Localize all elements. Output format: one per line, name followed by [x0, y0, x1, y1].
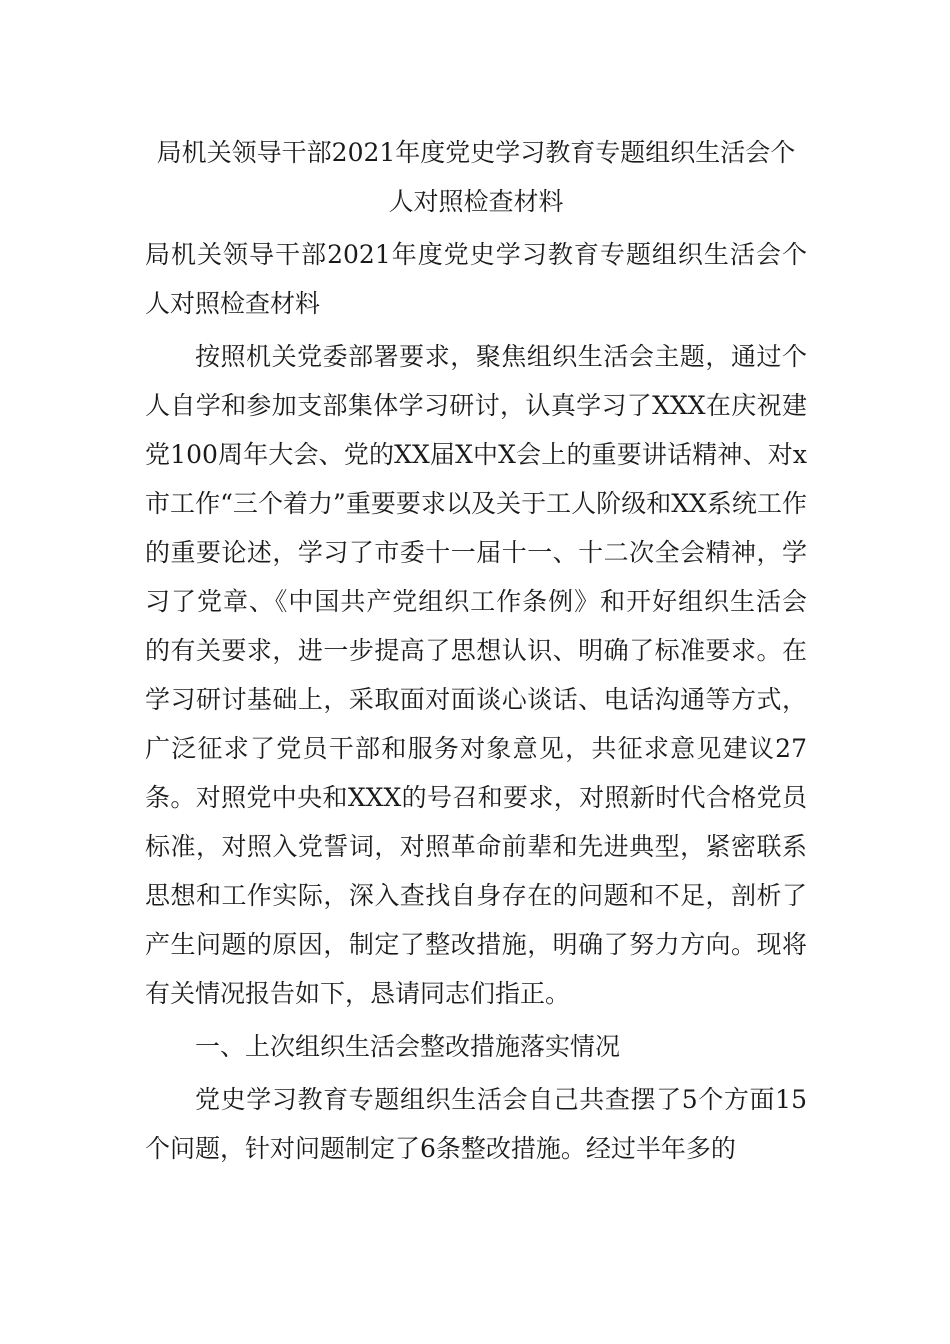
section-heading-1: 一、上次组织生活会整改措施落实情况 — [195, 1032, 621, 1061]
section-1-paragraph: 党史学习教育专题组织生活会自己共查摆了5个方面15个问题，针对问题制定了6条整改措施。经过半年多的 — [145, 1085, 807, 1163]
intro-paragraph: 按照机关党委部署要求，聚焦组织生活会主题，通过个人自学和参加支部集体学习研讨，认真学习了XXX在庆祝建党100周年大会、党的XX届X中X会上的重要讲话精神、对x市工作“三个着力”重要要求以及关于工人阶级和XX系统工作的重要论述，学习了市委十一届十一、十二次全会精神，学习了党章、《中国共产党组织工作条例》和开好组织生活会的有关要求，进一步提高了思想认识、明确了标准要求。在学习研讨基础上，采取面对面谈心谈话、电话沟通等方式，广泛征求了党员干部和服务对象意见，共征求意见建议27条。对照党中央和XXX的号召和要求，对照新时代合格党员标准，对照入党誓词，对照革命前辈和先进典型，紧密联系思想和工作实际，深入查找自身存在的问题和不足，剖析了产生问题的原因，制定了整改措施，明确了努力方向。现将有关情况报告如下，恳请同志们指正。 — [145, 342, 807, 1008]
document-title-line-1: 局机关领导干部2021年度党史学习教育专题组织生活会个 — [156, 138, 796, 167]
document-body — [145, 230, 807, 1173]
document-title-line-2: 人对照检查材料 — [388, 187, 564, 216]
repeated-title: 局机关领导干部2021年度党史学习教育专题组织生活会个人对照检查材料 — [145, 240, 807, 318]
document-title — [145, 128, 807, 226]
